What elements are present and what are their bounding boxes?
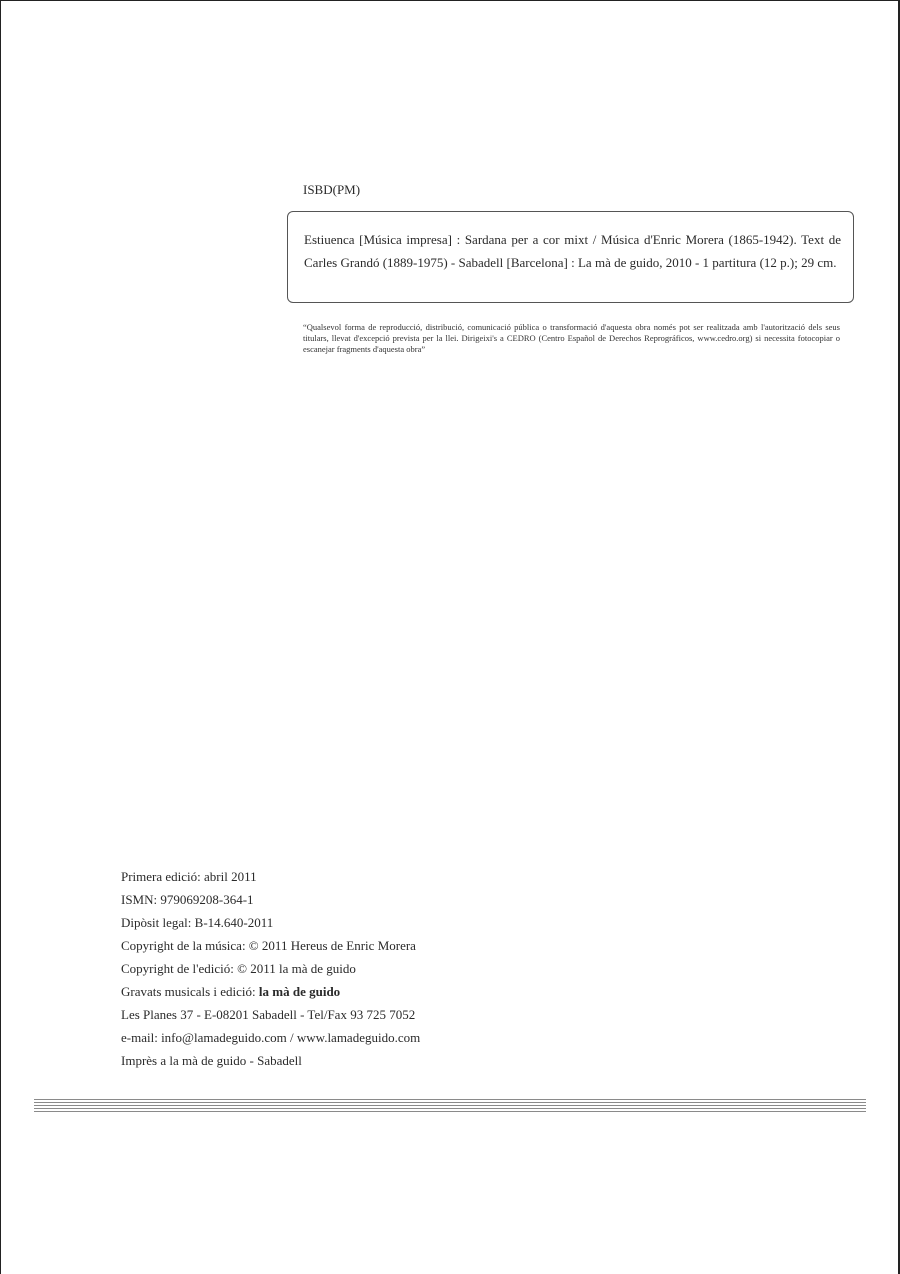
isbd-record-text: Estiuenca [Música impresa] : Sardana per a cor mixt / Música d'Enric Morera (1865-1942). Text de Carles Grandó (1889-1975) - Sabadell [Barcelona] : La mà de guido, 2010 - 1 partitura (12 p.); 29 cm. [304, 232, 841, 270]
publisher-contact: e-mail: info@lamadeguido.com / www.lamadeguido.com [121, 1030, 421, 1045]
music-copyright: Copyright de la música: © 2011 Hereus de Enric Morera [121, 938, 416, 953]
staff-line [34, 1111, 866, 1112]
staff-line [34, 1102, 866, 1103]
engraving-publisher: la mà de guido [258, 984, 341, 999]
legal-notice: “Qualsevol forma de reproducció, distribució, comunicació pública o transformació d'aquesta obra només pot ser realitzada amb l'autorització dels seus titulars, llevat d'excepció prevista per la llei. Dirigeixi's a CEDRO (Centro Español de Derechos Reprográficos, www.cedro.org) si necessita fotocopiar o escanejar fragments d'aquesta obra” [303, 322, 840, 354]
engraving-label: Gravats musicals i edició: [121, 984, 259, 999]
engraving-credit [121, 980, 541, 1003]
staff-line [34, 1099, 866, 1100]
legal-deposit: Dipòsit legal: B-14.640-2011 [121, 915, 274, 930]
publisher-address: Les Planes 37 - E-08201 Sabadell - Tel/Fax 93 725 7052 [121, 1007, 416, 1022]
isbd-label: ISBD(PM) [303, 182, 361, 197]
colophon [121, 865, 541, 1072]
staff-line [34, 1105, 866, 1106]
first-edition: Primera edició: abril 2011 [121, 869, 257, 884]
music-staff-rule [34, 1099, 866, 1115]
ismn: ISMN: 979069208-364-1 [121, 892, 254, 907]
printed-by: Imprès a la mà de guido - Sabadell [121, 1053, 302, 1068]
isbd-record-box [287, 211, 854, 303]
staff-line [34, 1108, 866, 1109]
edition-copyright: Copyright de l'edició: © 2011 la mà de guido [121, 961, 356, 976]
